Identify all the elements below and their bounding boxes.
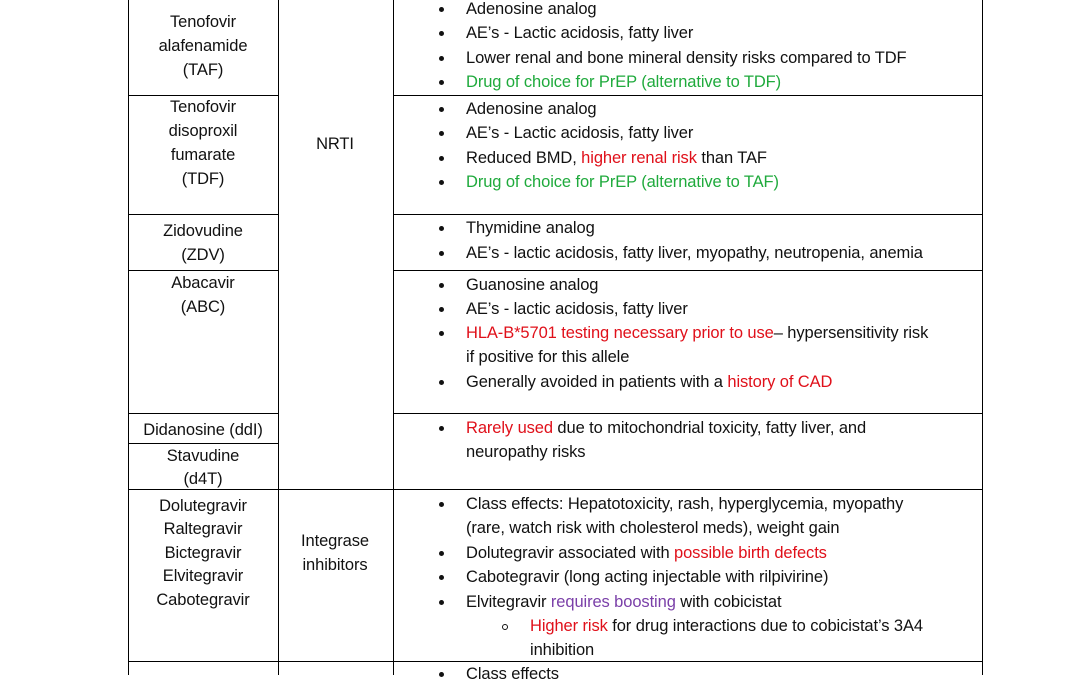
highlight-red: possible birth defects bbox=[674, 544, 827, 562]
drug-name: Tenofovir bbox=[169, 98, 237, 116]
bullet-text: Class effects bbox=[466, 665, 559, 683]
bullet-icon bbox=[439, 131, 444, 136]
sub-bullet-text: Higher risk for drug interactions due to cobicistat’s 3A4 bbox=[530, 617, 923, 635]
row-divider bbox=[393, 95, 983, 96]
row-divider bbox=[393, 413, 983, 414]
table-divider-col2 bbox=[393, 0, 394, 675]
bullet-text: Thymidine analog bbox=[466, 219, 595, 237]
bullet-icon bbox=[439, 180, 444, 185]
row-divider bbox=[128, 489, 983, 490]
drug-name: disoproxil bbox=[168, 122, 238, 140]
highlight-red: HLA-B*5701 testing necessary prior to use bbox=[466, 324, 774, 342]
bullet-icon bbox=[439, 7, 444, 12]
bullet-icon bbox=[439, 283, 444, 288]
bullet-text: Lower renal and bone mineral density risks compared to TDF bbox=[466, 49, 907, 67]
bullet-icon bbox=[439, 426, 444, 431]
drug-name: Didanosine (ddI) bbox=[143, 421, 263, 439]
bullet-text: AE’s - Lactic acidosis, fatty liver bbox=[466, 124, 694, 142]
bullet-text: AE’s - Lactic acidosis, fatty liver bbox=[466, 24, 694, 42]
table-divider-col1 bbox=[278, 0, 279, 675]
bullet-text: AE’s - lactic acidosis, fatty liver bbox=[466, 300, 688, 318]
bullet-icon bbox=[439, 551, 444, 556]
drug-abbreviation: (d4T) bbox=[183, 470, 223, 488]
bullet-text: Adenosine analog bbox=[466, 100, 597, 118]
bullet-text: Cabotegravir (long acting injectable with rilpivirine) bbox=[466, 568, 829, 586]
bullet-text-continued: neuropathy risks bbox=[466, 443, 586, 461]
row-divider bbox=[128, 214, 279, 215]
drug-name: alafenamide bbox=[158, 37, 248, 55]
bullet-text: Generally avoided in patients with a history of CAD bbox=[466, 373, 833, 391]
bullet-icon bbox=[439, 156, 444, 161]
bullet-icon bbox=[439, 80, 444, 85]
highlight-red: Rarely used bbox=[466, 419, 553, 437]
row-divider bbox=[393, 270, 983, 271]
bullet-text: Rarely used due to mitochondrial toxicity, fatty liver, and bbox=[466, 419, 867, 437]
drug-name: Elvitegravir bbox=[162, 567, 244, 585]
highlight-purple: requires boosting bbox=[550, 593, 676, 611]
highlight-red: Higher risk bbox=[530, 617, 608, 635]
drug-abbreviation: (ABC) bbox=[180, 298, 226, 316]
bullet-icon bbox=[439, 331, 444, 336]
bullet-icon bbox=[439, 380, 444, 385]
bullet-text: Dolutegravir associated with possible birth defects bbox=[466, 544, 827, 562]
bullet-text: Adenosine analog bbox=[466, 0, 597, 18]
drug-name: Stavudine bbox=[166, 447, 240, 465]
bullet-text: Elvitegravir requires boosting with cobicistat bbox=[466, 593, 782, 611]
drug-name: Raltegravir bbox=[163, 520, 243, 538]
bullet-icon bbox=[439, 251, 444, 256]
bullet-icon bbox=[439, 502, 444, 507]
bullet-icon bbox=[439, 575, 444, 580]
drug-class-label: inhibitors bbox=[302, 556, 368, 574]
bullet-icon bbox=[439, 307, 444, 312]
drug-abbreviation: (TAF) bbox=[182, 61, 224, 79]
sub-bullet-text-continued: inhibition bbox=[530, 641, 595, 659]
highlight-red: history of CAD bbox=[727, 373, 833, 391]
bullet-text-continued: if positive for this allele bbox=[466, 348, 630, 366]
row-divider bbox=[393, 214, 983, 215]
drug-class-label: Integrase bbox=[301, 532, 369, 550]
drug-name: Tenofovir bbox=[169, 13, 237, 31]
bullet-text: Guanosine analog bbox=[466, 276, 599, 294]
drug-abbreviation: (ZDV) bbox=[181, 246, 225, 264]
bullet-text-continued: (rare, watch risk with cholesterol meds), weight gain bbox=[466, 519, 840, 537]
drug-name: Cabotegravir bbox=[156, 591, 250, 609]
drug-name: Abacavir bbox=[171, 274, 235, 292]
bullet-text: AE’s - lactic acidosis, fatty liver, myopathy, neutropenia, anemia bbox=[466, 244, 923, 262]
highlight-red: higher renal risk bbox=[581, 149, 697, 167]
bullet-icon bbox=[439, 56, 444, 61]
bullet-text-highlight: Drug of choice for PrEP (alternative to TAF) bbox=[466, 173, 779, 191]
bullet-icon bbox=[439, 600, 444, 605]
table-border-left bbox=[128, 0, 129, 675]
bullet-text: Reduced BMD, higher renal risk than TAF bbox=[466, 149, 767, 167]
bullet-icon bbox=[439, 226, 444, 231]
row-divider bbox=[128, 413, 279, 414]
bullet-text: Class effects: Hepatotoxicity, rash, hyperglycemia, myopathy bbox=[466, 495, 904, 513]
bullet-text: HLA-B*5701 testing necessary prior to use– hypersensitivity risk bbox=[466, 324, 929, 342]
drug-name: fumarate bbox=[170, 146, 236, 164]
sub-bullet-icon bbox=[502, 624, 508, 630]
drug-class-label: NRTI bbox=[316, 135, 354, 153]
bullet-icon bbox=[439, 107, 444, 112]
bullet-icon bbox=[439, 31, 444, 36]
drug-name: Bictegravir bbox=[164, 544, 242, 562]
drug-abbreviation: (TDF) bbox=[181, 170, 225, 188]
table-border-right bbox=[982, 0, 983, 675]
bullet-text-highlight: Drug of choice for PrEP (alternative to TDF) bbox=[466, 73, 782, 91]
drug-name: Dolutegravir bbox=[159, 497, 247, 515]
drug-name: Zidovudine bbox=[163, 222, 243, 240]
